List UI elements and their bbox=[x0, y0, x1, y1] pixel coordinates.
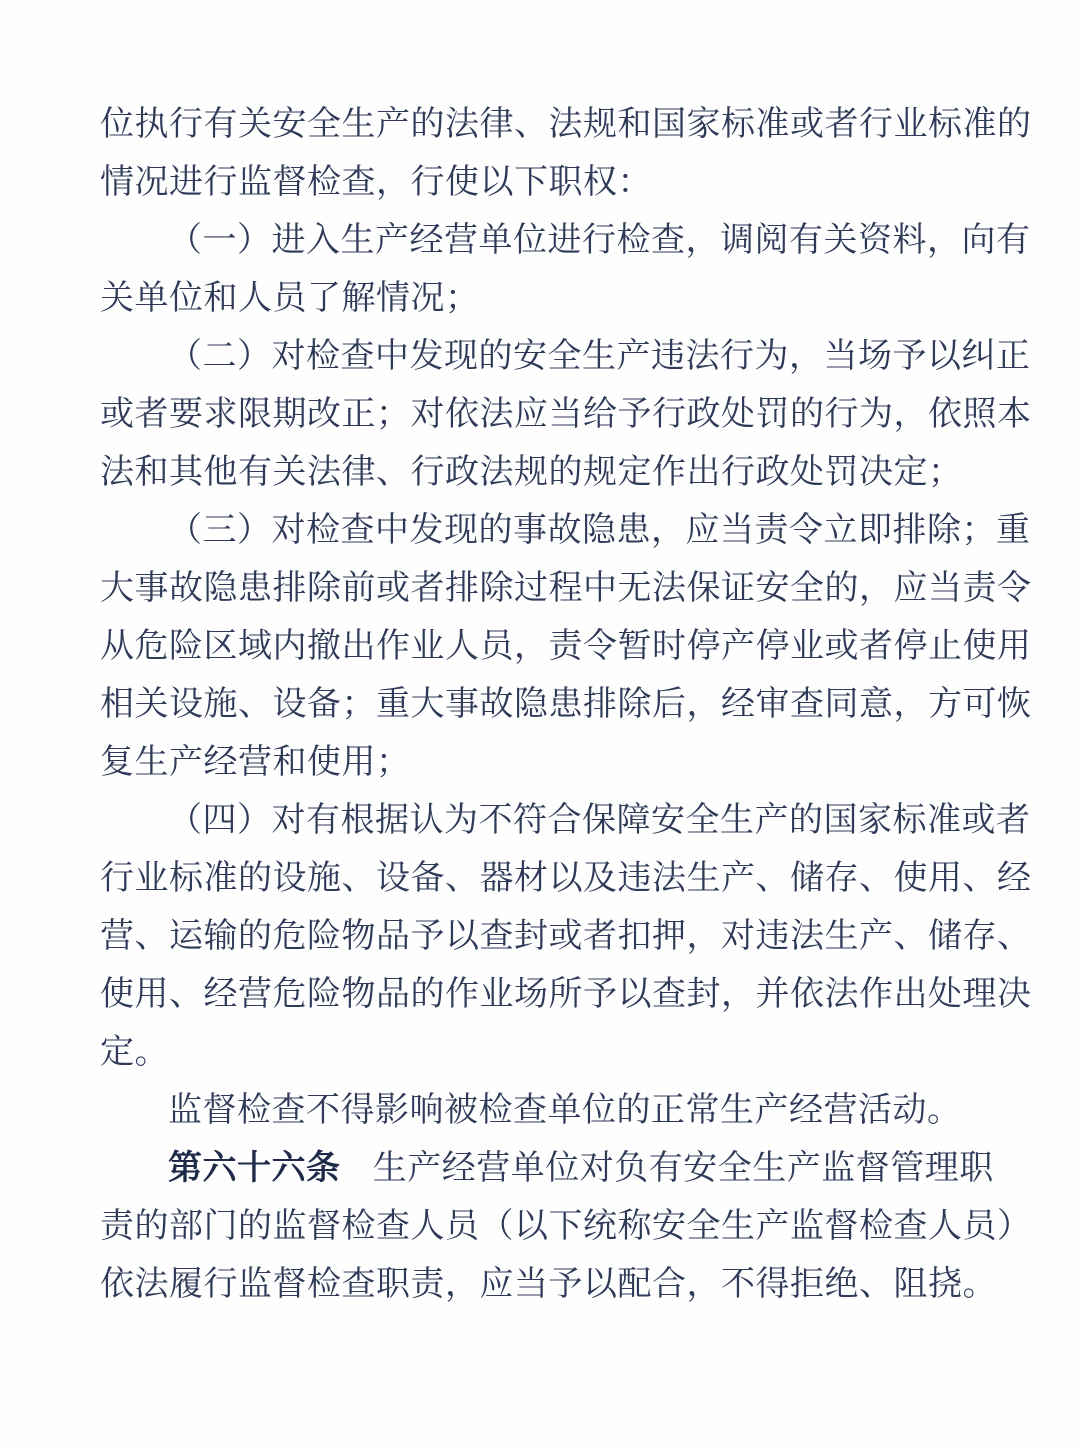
text-line: 或者要求限期改正；对依法应当给予行政处罚的行为，依照本 bbox=[100, 396, 1032, 433]
text-line: 依法履行监督检查职责，应当予以配合，不得拒绝、阻挠。 bbox=[100, 1266, 997, 1303]
text-line: 相关设施、设备；重大事故隐患排除后，经审查同意，方可恢 bbox=[100, 686, 1032, 723]
text-line: 情况进行监督检查，行使以下职权： bbox=[100, 164, 652, 201]
text-line: 大事故隐患排除前或者排除过程中无法保证安全的，应当责令 bbox=[100, 570, 1032, 607]
text-line: 使用、经营危险物品的作业场所予以查封，并依法作出处理决 bbox=[100, 976, 1032, 1013]
article-number: 第六十六条 bbox=[168, 1150, 341, 1187]
text-line-supervision: 监督检查不得影响被检查单位的正常生产经营活动。 bbox=[168, 1092, 962, 1129]
text-line: 定。 bbox=[100, 1034, 169, 1071]
article-text: 生产经营单位对负有安全生产监督管理职 bbox=[372, 1150, 994, 1187]
text-line: 从危险区域内撤出作业人员，责令暂时停产停业或者停止使用 bbox=[100, 628, 1032, 665]
text-line: 关单位和人员了解情况； bbox=[100, 280, 480, 317]
text-line-item-2: （二）对检查中发现的安全生产违法行为，当场予以纠正 bbox=[168, 338, 1031, 375]
text-line: 位执行有关安全生产的法律、法规和国家标准或者行业标准的 bbox=[100, 106, 1032, 143]
text-line-item-3: （三）对检查中发现的事故隐患，应当责令立即排除；重 bbox=[168, 512, 1031, 549]
text-line-item-4: （四）对有根据认为不符合保障安全生产的国家标准或者 bbox=[168, 802, 1031, 839]
legal-text-block bbox=[100, 96, 1032, 1314]
text-line: 责的部门的监督检查人员（以下统称安全生产监督检查人员） bbox=[100, 1208, 1032, 1245]
text-line: 行业标准的设施、设备、器材以及违法生产、储存、使用、经 bbox=[100, 860, 1032, 897]
text-line: 法和其他有关法律、行政法规的规定作出行政处罚决定； bbox=[100, 454, 963, 491]
text-line-item-1: （一）进入生产经营单位进行检查，调阅有关资料，向有 bbox=[168, 222, 1031, 259]
text-line: 营、运输的危险物品予以查封或者扣押，对违法生产、储存、 bbox=[100, 918, 1032, 955]
text-line-article-66 bbox=[100, 1140, 994, 1198]
text-line: 复生产经营和使用； bbox=[100, 744, 411, 781]
